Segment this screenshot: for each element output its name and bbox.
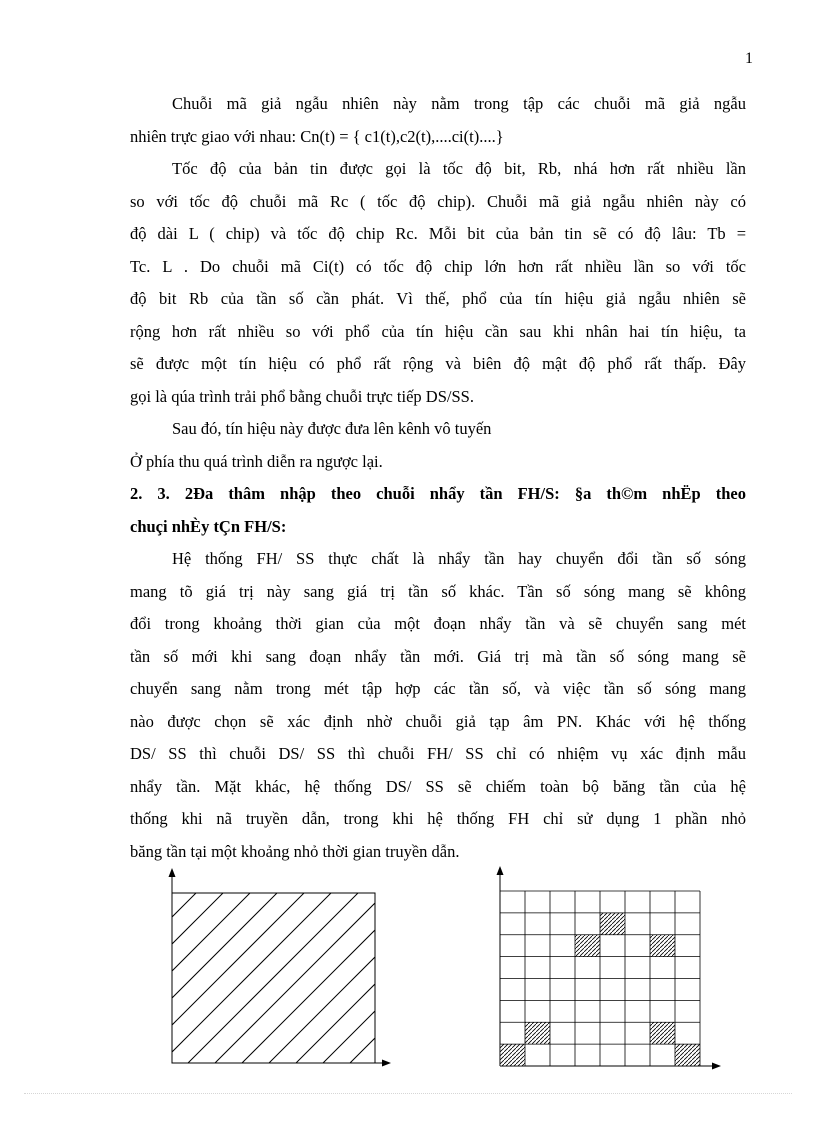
heading-line: chuçi nhÈy tÇn FH/S:	[130, 516, 287, 536]
hatch-line	[0, 860, 192, 1063]
text-line: đổi trong khoảng thời gian của một đoạn nhẩy tần và sẽ chuyển sang mét	[130, 614, 746, 633]
text-line: Sau đó, tín hiệu này được đưa lên kênh vô tuyến	[172, 419, 492, 438]
hatch-line	[215, 860, 435, 1063]
text-line: rộng hơn rất nhiều so với phổ của tín hiệu cần sau khi nhân hai tín hiệu, ta	[130, 321, 746, 341]
text-line: Tốc độ của bản tin được gọi là tốc độ bit, Rb, nhá hơn rất nhiều lần	[172, 159, 746, 178]
paragraph-2	[130, 153, 746, 413]
hatch-line	[242, 860, 462, 1063]
x-axis-arrow-icon	[712, 1063, 721, 1070]
text-line: nhiên trực giao với nhau: Cn(t) = { c1(t),c2(t),....ci(t)....}	[130, 126, 504, 146]
hatch-line	[134, 860, 354, 1063]
text-line: Ở phía thu quá trình diễn ra ngược lại.	[130, 451, 383, 471]
text-line: độ bit Rb của tần số cần phát. Vì thế, phổ của tín hiệu giả ngẫu nhiên sẽ	[130, 289, 746, 308]
hop-cell	[500, 1044, 525, 1066]
paragraph-3	[130, 413, 746, 478]
text-line: tần số mới khi sang đoạn nhẩy tần mới. Giá trị mà tần số sóng mang sẽ	[130, 646, 746, 666]
text-line: băng tần tại một khoảng nhỏ thời gian truyền dẫn.	[130, 841, 460, 861]
paragraph-1	[130, 88, 746, 153]
figures	[0, 860, 816, 1075]
page-number: 1	[745, 50, 753, 67]
text-line: gọi là qúa trình trải phổ bằng chuỗi trực tiếp DS/SS.	[130, 386, 474, 406]
text-line: thống khi nã truyền dẫn, trong khi hệ thống FH chỉ sử dụng 1 phần nhỏ	[130, 809, 746, 828]
text-line: độ dài L ( chip) và tốc độ chip Rc. Mỗi bit của bản tin sẽ có độ lâu: Tb =	[130, 224, 746, 243]
hatch-line	[0, 860, 219, 1063]
text-line: mang tõ giá trị này sang giá trị tần số khác. Tần số sóng mang sẽ không	[130, 581, 746, 601]
text-line: Hệ thống FH/ SS thực chất là nhẩy tần hay chuyển đổi tần số sóng	[172, 549, 746, 568]
diagonal-hatching	[0, 860, 597, 1063]
hop-cell	[600, 913, 625, 935]
hatch-line	[107, 860, 327, 1063]
text-line: chuyển sang nằm trong mét tập hợp các tần số, và việc tần số sóng mang	[130, 679, 746, 698]
hatch-line	[377, 860, 597, 1063]
text-line: Chuỗi mã giả ngẫu nhiên này nằm trong tập các chuỗi mã giả ngẫu	[172, 94, 746, 113]
text-line: nhẩy tần. Mặt khác, hệ thống DS/ SS sẽ chiếm toàn bộ băng tần của hệ	[130, 776, 746, 796]
x-axis-arrow-icon	[382, 1060, 391, 1067]
hatch-line	[26, 860, 246, 1063]
section-heading	[130, 478, 746, 543]
hop-cell	[650, 1022, 675, 1044]
hatch-line	[53, 860, 273, 1063]
heading-line: 2. 3. 2Đa thâm nhập theo chuỗi nhẩy tần FH/S: §a th©m nhËp theo	[130, 484, 746, 503]
paragraph-5	[130, 543, 746, 868]
hatch-line	[269, 860, 489, 1063]
fh-ss-hopping-figure	[497, 866, 722, 1070]
hatch-line	[161, 860, 381, 1063]
hop-cell	[525, 1022, 550, 1044]
hop-cell	[575, 935, 600, 957]
hop-cell	[675, 1044, 700, 1066]
hatch-line	[80, 860, 300, 1063]
text-line: sẽ được một tín hiệu có phổ rất rộng và biên độ mật độ phổ rất thấp. Đây	[130, 354, 746, 373]
text-line: nào được chọn sẽ xác định nhờ chuỗi giả tạp âm PN. Khác với hệ thống	[130, 711, 746, 731]
hop-cell	[650, 935, 675, 957]
hatch-line	[323, 860, 543, 1063]
hatch-line	[296, 860, 516, 1063]
y-axis-arrow-icon	[497, 866, 504, 875]
text-line: DS/ SS thì chuỗi DS/ SS thì chuỗi FH/ SS chỉ có nhiệm vụ xác định mẫu	[130, 744, 746, 763]
y-axis-arrow-icon	[169, 868, 176, 877]
page-bottom-rule	[24, 1093, 792, 1094]
text-line: Tc. L . Do chuỗi mã Ci(t) có tốc độ chip lớn hơn rất nhiều lần so với tốc	[130, 256, 746, 276]
text-line: so với tốc độ chuỗi mã Rc ( tốc độ chip). Chuỗi mã giả ngẫu nhiên này có	[130, 191, 746, 211]
